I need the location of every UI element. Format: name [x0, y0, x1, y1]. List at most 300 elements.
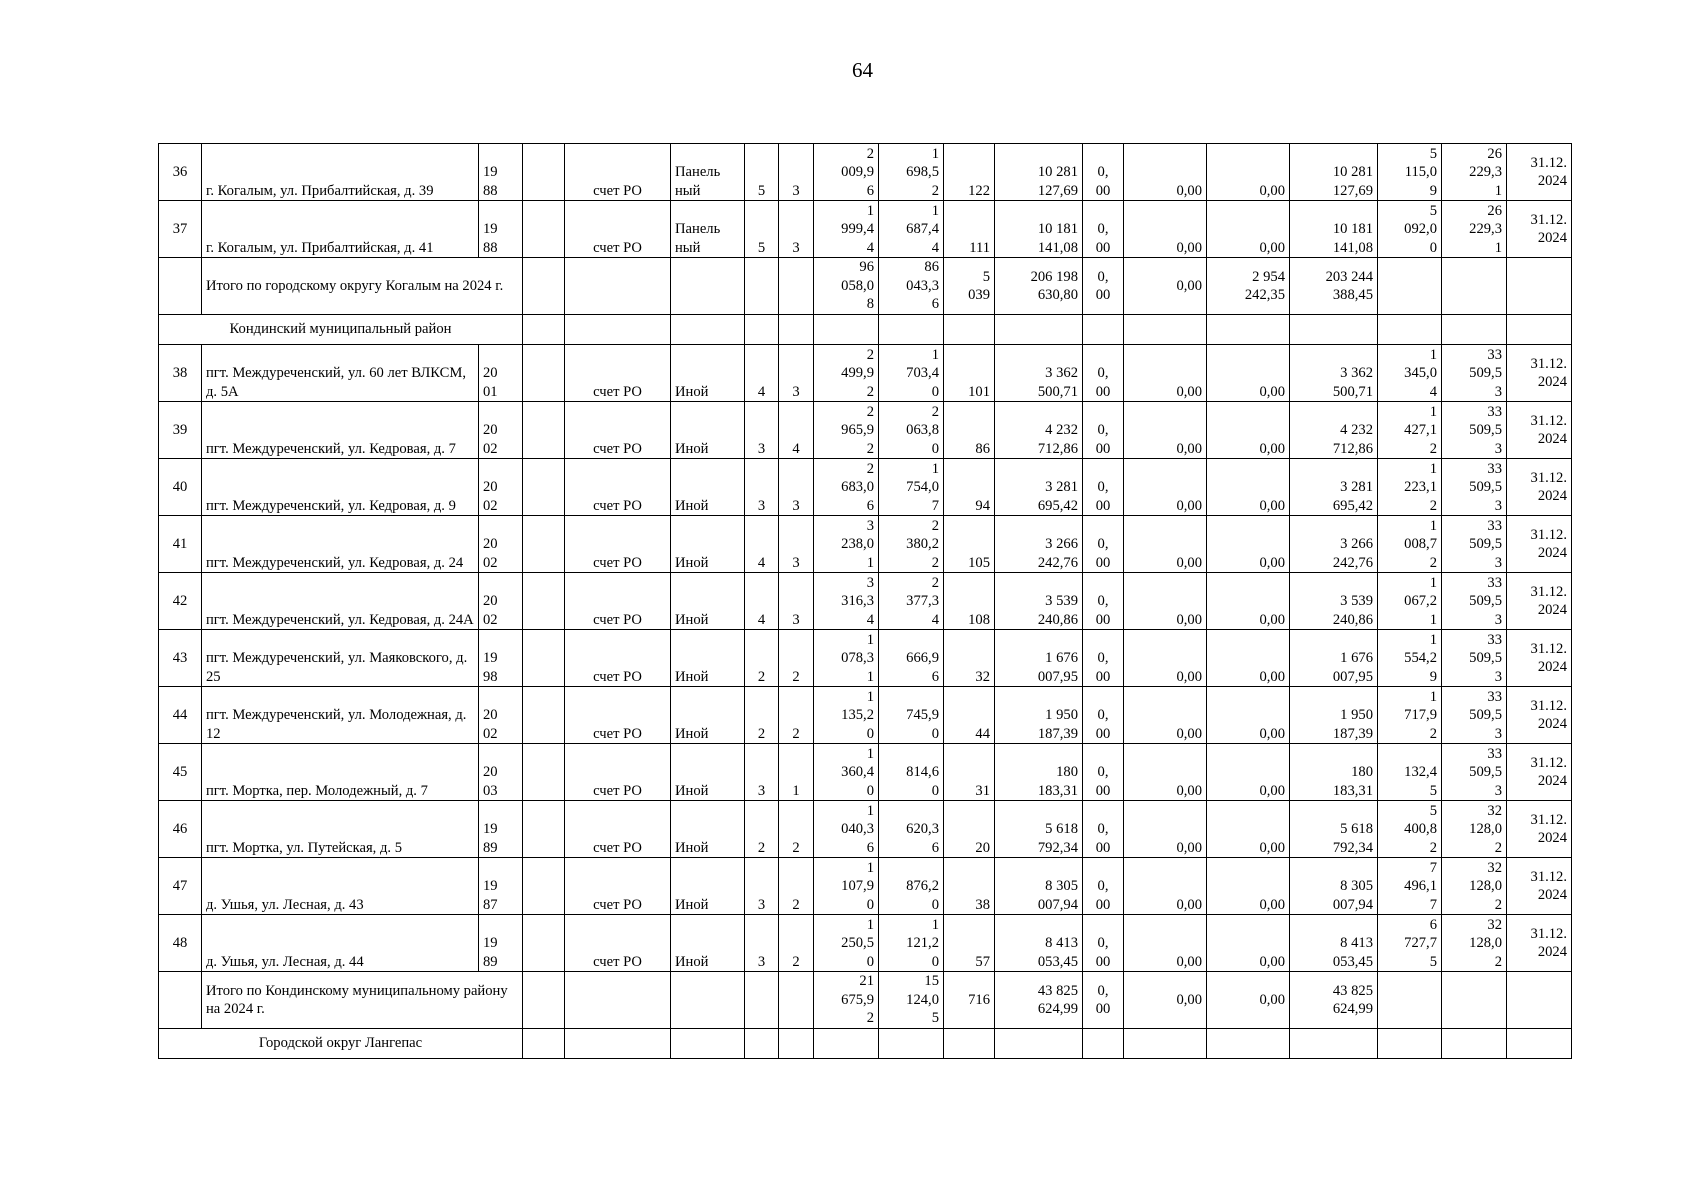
empty-cell: [779, 258, 814, 315]
entrances-cell: 3: [779, 459, 814, 516]
completion-date-cell: 31.12. 2024: [1507, 801, 1572, 858]
wall-material-cell: Иной: [671, 459, 745, 516]
empty-cell: [523, 315, 565, 345]
empty-cell: [523, 687, 565, 744]
fund-2-cell: 0,00: [1124, 345, 1207, 402]
empty-cell: [523, 144, 565, 201]
empty-cell: [565, 315, 671, 345]
year-cell: 20 02: [479, 687, 523, 744]
max-unit-cost-cell: 33 509,5 3: [1442, 630, 1507, 687]
table-row: [159, 687, 1572, 744]
fund-1-cell: 0, 00: [1083, 858, 1124, 915]
address-cell: пгт. Междуреченский, ул. Кедровая, д. 7: [202, 402, 479, 459]
empty-cell: [944, 1029, 995, 1059]
fund-3-cell: 0,00: [1207, 915, 1290, 972]
year-cell: 19 88: [479, 201, 523, 258]
total-cost-cell: 3 539 240,86: [995, 573, 1083, 630]
residents-cell: 86: [944, 402, 995, 459]
empty-cell: [159, 258, 202, 315]
fund-3-cell: 0,00: [1207, 744, 1290, 801]
fund-3-cell: 0,00: [1207, 858, 1290, 915]
total-cost-cell: 180 183,31: [995, 744, 1083, 801]
funding-source-cell: счет РО: [565, 516, 671, 573]
address-cell: пгт. Междуреченский, ул. Кедровая, д. 24А: [202, 573, 479, 630]
year-cell: 20 02: [479, 402, 523, 459]
max-unit-cost-cell: 33 509,5 3: [1442, 402, 1507, 459]
entrances-cell: 1: [779, 744, 814, 801]
residents-cell: 122: [944, 144, 995, 201]
year-cell: 19 88: [479, 144, 523, 201]
empty-cell: [1378, 258, 1442, 315]
floors-cell: 5: [745, 144, 779, 201]
completion-date-cell: 31.12. 2024: [1507, 201, 1572, 258]
unit-cost-cell: 6 727,7 5: [1378, 915, 1442, 972]
table-row: [159, 915, 1572, 972]
empty-cell: [745, 972, 779, 1029]
total-cost-cell: 10 181 141,08: [995, 201, 1083, 258]
residents-cell: 716: [944, 972, 995, 1029]
empty-cell: [1507, 315, 1572, 345]
residents-cell: 101: [944, 345, 995, 402]
floors-cell: 2: [745, 687, 779, 744]
year-cell: 20 01: [479, 345, 523, 402]
residents-cell: 57: [944, 915, 995, 972]
fund-1-cell: 0, 00: [1083, 258, 1124, 315]
fund-2-cell: 0,00: [1124, 144, 1207, 201]
max-unit-cost-cell: 33 509,5 3: [1442, 687, 1507, 744]
subtotal-row: [159, 972, 1572, 1029]
fund-2-cell: 0,00: [1124, 915, 1207, 972]
empty-cell: [523, 972, 565, 1029]
row-number-cell: 39: [159, 402, 202, 459]
fund-4-cell: 8 305 007,94: [1290, 858, 1378, 915]
total-cost-cell: 5 618 792,34: [995, 801, 1083, 858]
fund-2-cell: 0,00: [1124, 687, 1207, 744]
total-cost-cell: 3 281 695,42: [995, 459, 1083, 516]
row-number-cell: 41: [159, 516, 202, 573]
total-area-cell: 96 058,0 8: [814, 258, 879, 315]
floors-cell: 3: [745, 402, 779, 459]
empty-cell: [1124, 1029, 1207, 1059]
max-unit-cost-cell: 32 128,0 2: [1442, 858, 1507, 915]
entrances-cell: 3: [779, 516, 814, 573]
fund-2-cell: 0,00: [1124, 801, 1207, 858]
residential-area-cell: 1 121,2 0: [879, 915, 944, 972]
empty-cell: [671, 1029, 745, 1059]
empty-cell: [565, 972, 671, 1029]
wall-material-cell: Иной: [671, 801, 745, 858]
fund-3-cell: 0,00: [1207, 687, 1290, 744]
funding-source-cell: счет РО: [565, 144, 671, 201]
fund-1-cell: 0, 00: [1083, 687, 1124, 744]
empty-cell: [879, 315, 944, 345]
max-unit-cost-cell: 33 509,5 3: [1442, 345, 1507, 402]
empty-cell: [1083, 1029, 1124, 1059]
total-cost-cell: 8 413 053,45: [995, 915, 1083, 972]
table-row: [159, 402, 1572, 459]
residential-area-cell: 15 124,0 5: [879, 972, 944, 1029]
row-number-cell: 37: [159, 201, 202, 258]
fund-2-cell: 0,00: [1124, 402, 1207, 459]
row-number-cell: 46: [159, 801, 202, 858]
fund-3-cell: 0,00: [1207, 402, 1290, 459]
fund-4-cell: 5 618 792,34: [1290, 801, 1378, 858]
completion-date-cell: 31.12. 2024: [1507, 687, 1572, 744]
funding-source-cell: счет РО: [565, 345, 671, 402]
fund-4-cell: 10 181 141,08: [1290, 201, 1378, 258]
fund-3-cell: 2 954 242,35: [1207, 258, 1290, 315]
fund-4-cell: 3 266 242,76: [1290, 516, 1378, 573]
year-cell: 19 89: [479, 801, 523, 858]
fund-4-cell: 3 362 500,71: [1290, 345, 1378, 402]
max-unit-cost-cell: 33 509,5 3: [1442, 573, 1507, 630]
empty-cell: [523, 345, 565, 402]
unit-cost-cell: 1 427,1 2: [1378, 402, 1442, 459]
entrances-cell: 3: [779, 345, 814, 402]
fund-4-cell: 3 539 240,86: [1290, 573, 1378, 630]
residential-area-cell: 1 703,4 0: [879, 345, 944, 402]
residential-area-cell: 876,2 0: [879, 858, 944, 915]
address-cell: пгт. Междуреченский, ул. Молодежная, д. 12: [202, 687, 479, 744]
wall-material-cell: Иной: [671, 744, 745, 801]
empty-cell: [1207, 1029, 1290, 1059]
table-row: [159, 345, 1572, 402]
total-area-cell: 21 675,9 2: [814, 972, 879, 1029]
empty-cell: [523, 516, 565, 573]
empty-cell: [1378, 972, 1442, 1029]
residential-area-cell: 620,3 6: [879, 801, 944, 858]
empty-cell: [1442, 1029, 1507, 1059]
total-area-cell: 1 078,3 1: [814, 630, 879, 687]
row-number-cell: 40: [159, 459, 202, 516]
empty-cell: [523, 258, 565, 315]
empty-cell: [565, 1029, 671, 1059]
empty-cell: [944, 315, 995, 345]
total-area-cell: 3 238,0 1: [814, 516, 879, 573]
fund-1-cell: 0, 00: [1083, 402, 1124, 459]
empty-cell: [1124, 315, 1207, 345]
fund-4-cell: 203 244 388,45: [1290, 258, 1378, 315]
unit-cost-cell: 1 067,2 1: [1378, 573, 1442, 630]
row-number-cell: 42: [159, 573, 202, 630]
funding-source-cell: счет РО: [565, 915, 671, 972]
floors-cell: 2: [745, 630, 779, 687]
fund-1-cell: 0, 00: [1083, 915, 1124, 972]
fund-2-cell: 0,00: [1124, 516, 1207, 573]
floors-cell: 5: [745, 201, 779, 258]
funding-source-cell: счет РО: [565, 459, 671, 516]
empty-cell: [779, 1029, 814, 1059]
address-cell: пгт. Междуреченский, ул. Кедровая, д. 9: [202, 459, 479, 516]
empty-cell: [1507, 258, 1572, 315]
year-cell: 20 02: [479, 459, 523, 516]
table-row: [159, 630, 1572, 687]
completion-date-cell: 31.12. 2024: [1507, 630, 1572, 687]
fund-1-cell: 0, 00: [1083, 744, 1124, 801]
section-title: Кондинский муниципальный район: [159, 315, 523, 345]
max-unit-cost-cell: 33 509,5 3: [1442, 459, 1507, 516]
empty-cell: [745, 315, 779, 345]
total-cost-cell: 3 362 500,71: [995, 345, 1083, 402]
entrances-cell: 2: [779, 915, 814, 972]
row-number-cell: 44: [159, 687, 202, 744]
subtotal-row: [159, 258, 1572, 315]
wall-material-cell: Иной: [671, 858, 745, 915]
unit-cost-cell: 1 554,2 9: [1378, 630, 1442, 687]
empty-cell: [1507, 972, 1572, 1029]
fund-1-cell: 0, 00: [1083, 459, 1124, 516]
empty-cell: [523, 858, 565, 915]
address-cell: пгт. Междуреченский, ул. Маяковского, д. 25: [202, 630, 479, 687]
residents-cell: 5 039: [944, 258, 995, 315]
total-cost-cell: 1 950 187,39: [995, 687, 1083, 744]
fund-2-cell: 0,00: [1124, 630, 1207, 687]
unit-cost-cell: 5 092,0 0: [1378, 201, 1442, 258]
empty-cell: [671, 972, 745, 1029]
empty-cell: [1442, 258, 1507, 315]
total-area-cell: 1 360,4 0: [814, 744, 879, 801]
fund-2-cell: 0,00: [1124, 744, 1207, 801]
section-header-row: [159, 1029, 1572, 1059]
empty-cell: [995, 1029, 1083, 1059]
total-area-cell: 1 999,4 4: [814, 201, 879, 258]
entrances-cell: 2: [779, 687, 814, 744]
residential-area-cell: 1 698,5 2: [879, 144, 944, 201]
residents-cell: 38: [944, 858, 995, 915]
floors-cell: 3: [745, 858, 779, 915]
empty-cell: [565, 258, 671, 315]
empty-cell: [523, 402, 565, 459]
fund-1-cell: 0, 00: [1083, 516, 1124, 573]
fund-2-cell: 0,00: [1124, 258, 1207, 315]
empty-cell: [1442, 315, 1507, 345]
floors-cell: 4: [745, 573, 779, 630]
year-cell: 20 02: [479, 573, 523, 630]
fund-2-cell: 0,00: [1124, 459, 1207, 516]
floors-cell: 3: [745, 915, 779, 972]
fund-1-cell: 0, 00: [1083, 345, 1124, 402]
table-row: [159, 744, 1572, 801]
total-area-cell: 2 499,9 2: [814, 345, 879, 402]
fund-2-cell: 0,00: [1124, 201, 1207, 258]
fund-3-cell: 0,00: [1207, 573, 1290, 630]
entrances-cell: 4: [779, 402, 814, 459]
wall-material-cell: Иной: [671, 915, 745, 972]
empty-cell: [745, 1029, 779, 1059]
total-area-cell: 2 009,9 6: [814, 144, 879, 201]
empty-cell: [779, 315, 814, 345]
unit-cost-cell: 5 400,8 2: [1378, 801, 1442, 858]
total-area-cell: 2 683,0 6: [814, 459, 879, 516]
empty-cell: [1442, 972, 1507, 1029]
entrances-cell: 2: [779, 858, 814, 915]
fund-2-cell: 0,00: [1124, 858, 1207, 915]
wall-material-cell: Иной: [671, 687, 745, 744]
residential-area-cell: 666,9 6: [879, 630, 944, 687]
table-body: [159, 144, 1572, 1059]
floors-cell: 2: [745, 801, 779, 858]
year-cell: 20 02: [479, 516, 523, 573]
fund-3-cell: 0,00: [1207, 201, 1290, 258]
total-cost-cell: 4 232 712,86: [995, 402, 1083, 459]
empty-cell: [523, 1029, 565, 1059]
empty-cell: [523, 801, 565, 858]
total-area-cell: 1 040,3 6: [814, 801, 879, 858]
funding-source-cell: счет РО: [565, 801, 671, 858]
subtotal-label: Итого по городскому округу Когалым на 2024 г.: [202, 258, 523, 315]
completion-date-cell: 31.12. 2024: [1507, 573, 1572, 630]
fund-3-cell: 0,00: [1207, 972, 1290, 1029]
residents-cell: 108: [944, 573, 995, 630]
fund-1-cell: 0, 00: [1083, 630, 1124, 687]
funding-source-cell: счет РО: [565, 201, 671, 258]
entrances-cell: 3: [779, 201, 814, 258]
address-cell: пгт. Междуреченский, ул. 60 лет ВЛКСМ, д. 5А: [202, 345, 479, 402]
fund-3-cell: 0,00: [1207, 630, 1290, 687]
year-cell: 20 03: [479, 744, 523, 801]
table-row: [159, 858, 1572, 915]
residents-cell: 44: [944, 687, 995, 744]
residents-cell: 111: [944, 201, 995, 258]
empty-cell: [671, 315, 745, 345]
entrances-cell: 2: [779, 630, 814, 687]
max-unit-cost-cell: 26 229,3 1: [1442, 144, 1507, 201]
unit-cost-cell: 1 223,1 2: [1378, 459, 1442, 516]
residential-area-cell: 814,6 0: [879, 744, 944, 801]
unit-cost-cell: 1 345,0 4: [1378, 345, 1442, 402]
fund-3-cell: 0,00: [1207, 144, 1290, 201]
fund-3-cell: 0,00: [1207, 516, 1290, 573]
wall-material-cell: Иной: [671, 630, 745, 687]
row-number-cell: 38: [159, 345, 202, 402]
empty-cell: [523, 201, 565, 258]
total-area-cell: 1 107,9 0: [814, 858, 879, 915]
empty-cell: [1378, 1029, 1442, 1059]
unit-cost-cell: 7 496,1 7: [1378, 858, 1442, 915]
section-title: Городской округ Лангепас: [159, 1029, 523, 1059]
table-row: [159, 573, 1572, 630]
empty-cell: [523, 459, 565, 516]
empty-cell: [671, 258, 745, 315]
residential-area-cell: 2 380,2 2: [879, 516, 944, 573]
address-cell: пгт. Мортка, ул. Путейская, д. 5: [202, 801, 479, 858]
total-area-cell: 1 135,2 0: [814, 687, 879, 744]
fund-2-cell: 0,00: [1124, 972, 1207, 1029]
year-cell: 19 87: [479, 858, 523, 915]
total-cost-cell: 3 266 242,76: [995, 516, 1083, 573]
residents-cell: 20: [944, 801, 995, 858]
empty-cell: [1378, 315, 1442, 345]
residential-area-cell: 745,9 0: [879, 687, 944, 744]
fund-3-cell: 0,00: [1207, 459, 1290, 516]
year-cell: 19 98: [479, 630, 523, 687]
fund-4-cell: 43 825 624,99: [1290, 972, 1378, 1029]
total-cost-cell: 8 305 007,94: [995, 858, 1083, 915]
total-area-cell: 2 965,9 2: [814, 402, 879, 459]
residential-area-cell: 1 687,4 4: [879, 201, 944, 258]
entrances-cell: 2: [779, 801, 814, 858]
fund-4-cell: 4 232 712,86: [1290, 402, 1378, 459]
wall-material-cell: Иной: [671, 402, 745, 459]
floors-cell: 4: [745, 516, 779, 573]
empty-cell: [814, 315, 879, 345]
residents-cell: 31: [944, 744, 995, 801]
section-header-row: [159, 315, 1572, 345]
empty-cell: [159, 972, 202, 1029]
fund-1-cell: 0, 00: [1083, 801, 1124, 858]
page-number: 64: [852, 58, 873, 82]
address-cell: д. Ушья, ул. Лесная, д. 44: [202, 915, 479, 972]
fund-3-cell: 0,00: [1207, 801, 1290, 858]
completion-date-cell: 31.12. 2024: [1507, 744, 1572, 801]
empty-cell: [814, 1029, 879, 1059]
funding-source-cell: счет РО: [565, 744, 671, 801]
table-row: [159, 459, 1572, 516]
total-cost-cell: 10 281 127,69: [995, 144, 1083, 201]
max-unit-cost-cell: 32 128,0 2: [1442, 801, 1507, 858]
fund-4-cell: 10 281 127,69: [1290, 144, 1378, 201]
floors-cell: 3: [745, 459, 779, 516]
empty-cell: [523, 915, 565, 972]
total-cost-cell: 43 825 624,99: [995, 972, 1083, 1029]
residents-cell: 32: [944, 630, 995, 687]
empty-cell: [879, 1029, 944, 1059]
wall-material-cell: Панель ный: [671, 201, 745, 258]
housing-repair-table: [158, 143, 1572, 1059]
total-area-cell: 3 316,3 4: [814, 573, 879, 630]
wall-material-cell: Иной: [671, 345, 745, 402]
empty-cell: [1207, 315, 1290, 345]
completion-date-cell: 31.12. 2024: [1507, 345, 1572, 402]
completion-date-cell: 31.12. 2024: [1507, 402, 1572, 459]
empty-cell: [745, 258, 779, 315]
funding-source-cell: счет РО: [565, 687, 671, 744]
completion-date-cell: 31.12. 2024: [1507, 858, 1572, 915]
funding-source-cell: счет РО: [565, 402, 671, 459]
max-unit-cost-cell: 32 128,0 2: [1442, 915, 1507, 972]
residential-area-cell: 1 754,0 7: [879, 459, 944, 516]
floors-cell: 3: [745, 744, 779, 801]
unit-cost-cell: 1 008,7 2: [1378, 516, 1442, 573]
empty-cell: [995, 315, 1083, 345]
unit-cost-cell: 5 115,0 9: [1378, 144, 1442, 201]
empty-cell: [523, 573, 565, 630]
table-row: [159, 801, 1572, 858]
fund-4-cell: 180 183,31: [1290, 744, 1378, 801]
fund-4-cell: 1 950 187,39: [1290, 687, 1378, 744]
empty-cell: [523, 744, 565, 801]
completion-date-cell: 31.12. 2024: [1507, 915, 1572, 972]
max-unit-cost-cell: 26 229,3 1: [1442, 201, 1507, 258]
max-unit-cost-cell: 33 509,5 3: [1442, 744, 1507, 801]
funding-source-cell: счет РО: [565, 573, 671, 630]
residential-area-cell: 2 063,8 0: [879, 402, 944, 459]
address-cell: пгт. Мортка, пер. Молодежный, д. 7: [202, 744, 479, 801]
residents-cell: 94: [944, 459, 995, 516]
row-number-cell: 48: [159, 915, 202, 972]
floors-cell: 4: [745, 345, 779, 402]
wall-material-cell: Иной: [671, 573, 745, 630]
row-number-cell: 36: [159, 144, 202, 201]
empty-cell: [779, 972, 814, 1029]
fund-4-cell: 3 281 695,42: [1290, 459, 1378, 516]
fund-2-cell: 0,00: [1124, 573, 1207, 630]
fund-4-cell: 1 676 007,95: [1290, 630, 1378, 687]
max-unit-cost-cell: 33 509,5 3: [1442, 516, 1507, 573]
fund-3-cell: 0,00: [1207, 345, 1290, 402]
subtotal-label: Итого по Кондинскому муниципальному району на 2024 г.: [202, 972, 523, 1029]
empty-cell: [1507, 1029, 1572, 1059]
